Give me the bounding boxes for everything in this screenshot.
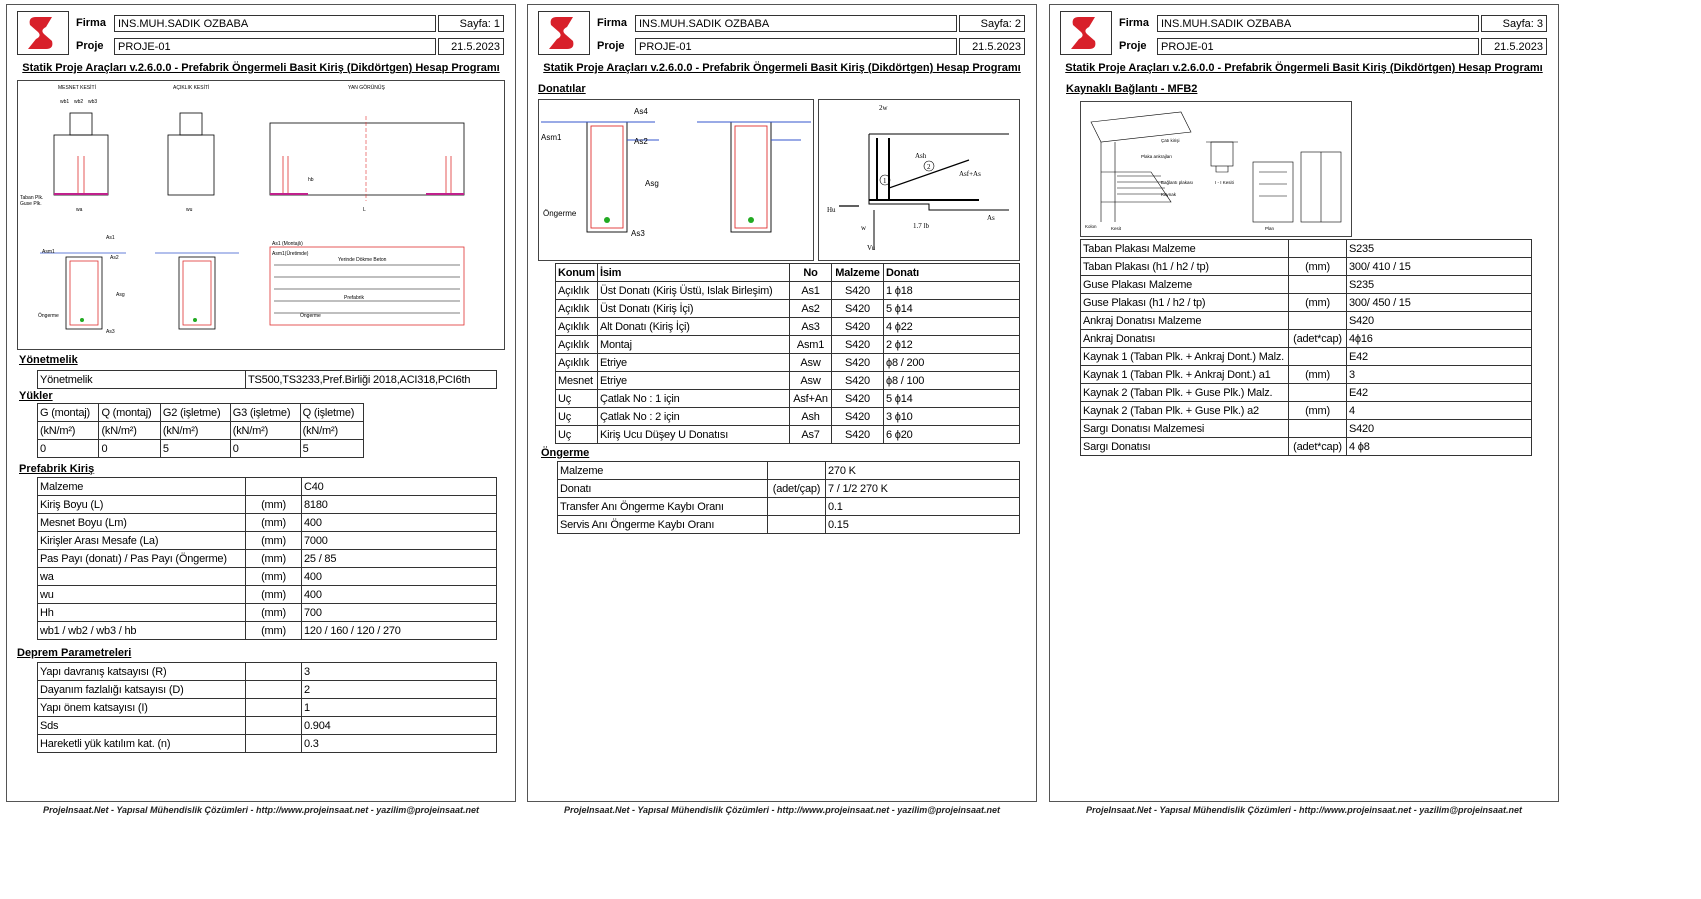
table-cell — [1289, 420, 1347, 438]
yonetmelik-label: Yönetmelik — [38, 371, 246, 389]
table-cell: S420 — [832, 372, 884, 390]
yonetmelik-value: TS500,TS3233,Pref.Birliği 2018,ACI318,PCI6th — [246, 371, 497, 389]
table-cell: Malzeme — [558, 462, 768, 480]
table-cell — [768, 462, 826, 480]
legend-5: Öngerme — [300, 313, 321, 319]
table-row — [556, 408, 1020, 426]
table-cell: S235 — [1347, 240, 1532, 258]
table-cell: (mm) — [1289, 258, 1347, 276]
table-row — [558, 516, 1020, 534]
donati-table — [555, 263, 1020, 444]
table-cell — [768, 498, 826, 516]
table-cell: Guse Plakası Malzeme — [1081, 276, 1289, 294]
kaynakli-heading: Kaynaklı Bağlantı - MFB2 — [1066, 83, 1198, 95]
table-row — [1081, 438, 1532, 456]
table-cell: 4ϕ16 — [1347, 330, 1532, 348]
page-number: Sayfa: 1 — [438, 15, 504, 32]
aciklik-label: AÇIKLIK KESİTİ — [173, 85, 210, 91]
as2-label: As2 — [110, 255, 119, 261]
proje-label: Proje — [597, 40, 625, 52]
asm1-label: Asm1 — [42, 249, 55, 255]
table-row — [38, 532, 497, 550]
table-cell: S420 — [832, 354, 884, 372]
table-cell: 0 — [99, 440, 160, 458]
report-title: Statik Proje Araçları v.2.6.0.0 - Prefabrik Öngermeli Basit Kiriş (Dikdörtgen) Hesap Programı — [1065, 62, 1543, 74]
table-cell: Sds — [38, 717, 246, 735]
guse-label: Guse Plk. — [20, 201, 42, 207]
legend-2: Asm1(Üretimde) — [272, 251, 309, 257]
as3-label: As3 — [106, 329, 115, 335]
table-cell: Üst Donatı (Kiriş Üstü, Islak Birleşim) — [598, 282, 790, 300]
table-cell: wb1 / wb2 / wb3 / hb — [38, 622, 246, 640]
table-cell: 400 — [302, 568, 497, 586]
table-cell: 0.904 — [302, 717, 497, 735]
table-cell: 1 ϕ18 — [884, 282, 1020, 300]
table-row — [1081, 294, 1532, 312]
asg-label: Asg — [645, 179, 659, 188]
plaka-label: Plaka ankrajları — [1141, 154, 1173, 159]
table-row — [556, 390, 1020, 408]
footer-1: ProjeInsaat.Net - Yapısal Mühendislik Çözümleri - http://www.projeinsaat.net - yazilim@projeinsaat.net — [42, 805, 480, 815]
table-cell: 0 — [38, 440, 99, 458]
end-detail-drawing — [818, 99, 1020, 261]
table-cell: (mm) — [246, 568, 302, 586]
table-cell: Uç — [556, 390, 598, 408]
table-cell: Çatlak No : 1 için — [598, 390, 790, 408]
table-cell: S420 — [832, 408, 884, 426]
table-cell: (mm) — [1289, 402, 1347, 420]
yonetmelik-table — [37, 370, 497, 389]
table-row — [1081, 276, 1532, 294]
table-cell: ϕ8 / 200 — [884, 354, 1020, 372]
proje-value: PROJE-01 — [635, 38, 957, 55]
asf-label: Asf+As — [959, 170, 981, 178]
donatilar-heading: Donatılar — [538, 83, 586, 95]
table-cell: Sargı Donatısı — [1081, 438, 1289, 456]
table-row — [38, 478, 497, 496]
table-row — [38, 550, 497, 568]
table-cell: 0.3 — [302, 735, 497, 753]
table-cell — [246, 717, 302, 735]
table-row — [1081, 330, 1532, 348]
ii-kesiti-label: I - I Kesiti — [1215, 180, 1234, 185]
table-cell — [246, 699, 302, 717]
table-cell: 2 — [302, 681, 497, 699]
page-number: Sayfa: 2 — [959, 15, 1025, 32]
table-cell: (mm) — [246, 604, 302, 622]
table-cell: 300/ 410 / 15 — [1347, 258, 1532, 276]
kiris-table — [37, 477, 497, 640]
date-value: 21.5.2023 — [1481, 38, 1547, 55]
table-cell: S420 — [832, 300, 884, 318]
kaynak-label: Kaynak — [1161, 192, 1177, 197]
yukler-heading: Yükler — [19, 390, 53, 402]
table-cell: Taban Plakası (h1 / h2 / tp) — [1081, 258, 1289, 276]
table-cell: 0.15 — [826, 516, 1020, 534]
w-label: w — [861, 224, 867, 232]
firma-value: INS.MUH.SADIK OZBABA — [635, 15, 957, 32]
proje-label: Proje — [1119, 40, 1147, 52]
table-cell: Asw — [790, 372, 832, 390]
table-cell: E42 — [1347, 348, 1532, 366]
table-cell: Mesnet — [556, 372, 598, 390]
as-label: As — [987, 214, 995, 222]
table-header-row — [556, 264, 1020, 282]
legend-4: Prefabrik — [344, 295, 365, 301]
table-cell: Yapı önem katsayısı (I) — [38, 699, 246, 717]
ash-label: Ash — [915, 152, 927, 160]
table-cell: Yapı davranış katsayısı (R) — [38, 663, 246, 681]
report-title: Statik Proje Araçları v.2.6.0.0 - Prefabrik Öngermeli Basit Kiriş (Dikdörtgen) Hesap Programı — [22, 62, 500, 74]
table-cell: G2 (işletme) — [160, 404, 230, 422]
table-cell: 5 ϕ14 — [884, 300, 1020, 318]
yukler-table — [37, 403, 364, 458]
table-cell: Sargı Donatısı Malzemesi — [1081, 420, 1289, 438]
as4-label: As4 — [634, 107, 648, 116]
firma-label: Firma — [1119, 17, 1149, 29]
table-cell: Asw — [790, 354, 832, 372]
wb1-label: wb1 — [60, 99, 70, 105]
table-row — [38, 699, 497, 717]
connection-drawing — [1080, 101, 1352, 237]
table-cell: Asf+An — [790, 390, 832, 408]
footer-3: ProjeInsaat.Net - Yapısal Mühendislik Çözümleri - http://www.projeinsaat.net - yazilim@projeinsaat.net — [1085, 805, 1523, 815]
table-cell: (mm) — [246, 496, 302, 514]
table-cell: (adet*cap) — [1289, 438, 1347, 456]
deprem-table — [37, 662, 497, 753]
legend-1: As1 (Montajlı) — [272, 241, 303, 247]
company-logo — [1060, 11, 1112, 55]
table-cell: 5 ϕ14 — [884, 390, 1020, 408]
table-cell: Etriye — [598, 354, 790, 372]
table-cell — [246, 681, 302, 699]
table-cell: S420 — [1347, 420, 1532, 438]
table-cell: 270 K — [826, 462, 1020, 480]
table-cell: (mm) — [246, 514, 302, 532]
table-cell: (kN/m²) — [300, 422, 363, 440]
cati-kirisi-label: Çatı kirişi — [1161, 138, 1180, 143]
table-cell: Açıklık — [556, 282, 598, 300]
table-cell: Q (işletme) — [300, 404, 363, 422]
table-row — [1081, 420, 1532, 438]
table-cell: (kN/m²) — [99, 422, 160, 440]
table-cell — [1289, 312, 1347, 330]
table-row — [38, 622, 497, 640]
proje-label: Proje — [76, 40, 104, 52]
table-cell: 5 — [160, 440, 230, 458]
sheet-page-1 — [6, 4, 516, 802]
table-cell: Montaj — [598, 336, 790, 354]
table-cell: S420 — [832, 282, 884, 300]
beam-drawing — [17, 80, 505, 350]
page-number: Sayfa: 3 — [1481, 15, 1547, 32]
table-cell: (mm) — [246, 586, 302, 604]
ongerme-label: Öngerme — [543, 209, 577, 218]
table-cell — [1289, 348, 1347, 366]
crack-2-label: 2 — [927, 163, 931, 171]
sheet-page-3 — [1049, 4, 1559, 802]
table-row — [556, 426, 1020, 444]
table-cell: Servis Anı Öngerme Kaybı Oranı — [558, 516, 768, 534]
table-cell: 7 / 1/2 270 K — [826, 480, 1020, 498]
firma-label: Firma — [597, 17, 627, 29]
table-cell: (adet*cap) — [1289, 330, 1347, 348]
table-cell — [246, 663, 302, 681]
table-cell: 3 — [302, 663, 497, 681]
table-row — [38, 604, 497, 622]
table-row — [556, 354, 1020, 372]
table-cell: Açıklık — [556, 318, 598, 336]
page-header — [534, 9, 1026, 55]
table-cell: Hareketli yük katılım kat. (n) — [38, 735, 246, 753]
table-row — [38, 496, 497, 514]
date-value: 21.5.2023 — [438, 38, 504, 55]
wa-label: wa — [76, 207, 83, 213]
table-cell: Taban Plakası Malzeme — [1081, 240, 1289, 258]
company-logo — [17, 11, 69, 55]
table-row — [558, 462, 1020, 480]
ongerme-table — [557, 461, 1020, 534]
table-cell: (mm) — [1289, 366, 1347, 384]
table-cell: 2 ϕ12 — [884, 336, 1020, 354]
table-cell: S420 — [832, 390, 884, 408]
table-row — [1081, 384, 1532, 402]
table-cell: 0 — [230, 440, 300, 458]
kaynak-table — [1080, 239, 1532, 456]
table-row — [556, 372, 1020, 390]
table-cell: G (montaj) — [38, 404, 99, 422]
yan-label: YAN GÖRÜNÜŞ — [348, 85, 385, 91]
table-row — [38, 663, 497, 681]
table-cell: (adet/çap) — [768, 480, 826, 498]
proje-value: PROJE-01 — [114, 38, 436, 55]
table-cell: Kaynak 2 (Taban Plk. + Guse Plk.) a2 — [1081, 402, 1289, 420]
ongerme-label: Öngerme — [38, 313, 59, 319]
table-cell: 0.1 — [826, 498, 1020, 516]
table-cell: Donatı — [558, 480, 768, 498]
table-cell: Üst Donatı (Kiriş İçi) — [598, 300, 790, 318]
table-cell: (mm) — [246, 532, 302, 550]
table-cell: Asm1 — [790, 336, 832, 354]
table-cell: (kN/m²) — [160, 422, 230, 440]
table-cell: Alt Donatı (Kiriş İçi) — [598, 318, 790, 336]
table-cell: Çatlak No : 2 için — [598, 408, 790, 426]
taban-label: Taban Plk. — [20, 195, 44, 201]
date-value: 21.5.2023 — [959, 38, 1025, 55]
table-row — [38, 735, 497, 753]
table-cell: Hh — [38, 604, 246, 622]
kiris-heading: Prefabrik Kiriş — [19, 463, 95, 475]
table-row — [1081, 312, 1532, 330]
table-cell: Malzeme — [38, 478, 246, 496]
table-cell: Q (montaj) — [99, 404, 160, 422]
table-cell: Ankraj Donatısı Malzeme — [1081, 312, 1289, 330]
table-cell: 4 ϕ8 — [1347, 438, 1532, 456]
table-cell: S235 — [1347, 276, 1532, 294]
table-cell: C40 — [302, 478, 497, 496]
table-cell: 120 / 160 / 120 / 270 — [302, 622, 497, 640]
table-cell: 300/ 450 / 15 — [1347, 294, 1532, 312]
sheet-page-2 — [527, 4, 1037, 802]
table-cell: No — [790, 264, 832, 282]
table-cell: S420 — [832, 336, 884, 354]
table-cell: (kN/m²) — [38, 422, 99, 440]
lb-label: 1.7 lb — [913, 222, 929, 230]
table-cell: ϕ8 / 100 — [884, 372, 1020, 390]
table-cell: Uç — [556, 426, 598, 444]
table-row — [556, 336, 1020, 354]
table-cell: (mm) — [1289, 294, 1347, 312]
table-cell: Transfer Anı Öngerme Kaybı Oranı — [558, 498, 768, 516]
as3-label: As3 — [631, 229, 645, 238]
table-cell: As2 — [790, 300, 832, 318]
table-cell: Ankraj Donatısı — [1081, 330, 1289, 348]
legend-3: Yerinde Dökme Beton — [338, 257, 387, 263]
table-row — [556, 318, 1020, 336]
asm1-label: Asm1 — [541, 133, 562, 142]
table-cell: Pas Payı (donatı) / Pas Payı (Öngerme) — [38, 550, 246, 568]
table-cell: 5 — [300, 440, 363, 458]
firma-value: INS.MUH.SADIK OZBABA — [114, 15, 436, 32]
table-row — [38, 422, 364, 440]
table-cell: wu — [38, 586, 246, 604]
table-row — [38, 404, 364, 422]
page-header — [1056, 9, 1548, 55]
wb2-label: wb2 — [74, 99, 84, 105]
table-cell: 400 — [302, 586, 497, 604]
company-logo — [538, 11, 590, 55]
table-cell: 4 — [1347, 402, 1532, 420]
table-row — [1081, 240, 1532, 258]
crack-1-label: 1 — [883, 177, 887, 185]
table-row — [556, 282, 1020, 300]
table-cell: 3 ϕ10 — [884, 408, 1020, 426]
table-cell: 400 — [302, 514, 497, 532]
table-row — [556, 300, 1020, 318]
vu-label: Vu — [867, 244, 876, 252]
table-row — [38, 514, 497, 532]
table-cell: G3 (işletme) — [230, 404, 300, 422]
table-cell: 7000 — [302, 532, 497, 550]
table-row — [38, 440, 364, 458]
table-row — [1081, 258, 1532, 276]
table-cell — [1289, 384, 1347, 402]
table-cell: (mm) — [246, 622, 302, 640]
table-cell: As3 — [790, 318, 832, 336]
table-cell: Kaynak 2 (Taban Plk. + Guse Plk.) Malz. — [1081, 384, 1289, 402]
table-cell: As7 — [790, 426, 832, 444]
hu-label: Hu — [827, 206, 836, 214]
table-cell: İsim — [598, 264, 790, 282]
table-cell — [246, 735, 302, 753]
ongerme-heading: Öngerme — [541, 447, 590, 459]
hb-label: hb — [308, 177, 314, 183]
table-row — [558, 498, 1020, 516]
table-cell: 25 / 85 — [302, 550, 497, 568]
kesit-label: Kesit — [1111, 226, 1122, 231]
table-row — [558, 480, 1020, 498]
table-cell: 6 ϕ20 — [884, 426, 1020, 444]
firma-value: INS.MUH.SADIK OZBABA — [1157, 15, 1479, 32]
table-cell: Ash — [790, 408, 832, 426]
table-row — [38, 568, 497, 586]
table-row — [38, 586, 497, 604]
table-row — [1081, 402, 1532, 420]
table-row — [1081, 348, 1532, 366]
table-cell: Uç — [556, 408, 598, 426]
table-cell: Kaynak 1 (Taban Plk. + Ankraj Dont.) Malz. — [1081, 348, 1289, 366]
table-cell: Kiriş Boyu (L) — [38, 496, 246, 514]
table-cell: (mm) — [246, 550, 302, 568]
table-cell: (kN/m²) — [230, 422, 300, 440]
table-cell: S420 — [1347, 312, 1532, 330]
table-cell — [768, 516, 826, 534]
wb3-label: wb3 — [88, 99, 98, 105]
mesnet-label: MESNET KESİTİ — [58, 85, 96, 91]
table-cell: wa — [38, 568, 246, 586]
table-cell: Etriye — [598, 372, 790, 390]
table-cell: 1 — [302, 699, 497, 717]
asg-label: Asg — [116, 292, 125, 298]
table-cell — [246, 478, 302, 496]
table-cell: E42 — [1347, 384, 1532, 402]
table-cell: Donatı — [884, 264, 1020, 282]
table-cell: Guse Plakası (h1 / h2 / tp) — [1081, 294, 1289, 312]
table-cell: Malzeme — [832, 264, 884, 282]
plan-label: Plan — [1265, 226, 1275, 231]
table-row — [38, 681, 497, 699]
table-cell: Açıklık — [556, 336, 598, 354]
page-header — [13, 9, 505, 55]
table-cell: Kirişler Arası Mesafe (La) — [38, 532, 246, 550]
table-cell: S420 — [832, 318, 884, 336]
table-cell — [1289, 276, 1347, 294]
table-cell: 4 ϕ22 — [884, 318, 1020, 336]
baglanti-label: Bağlantı plakası — [1161, 180, 1194, 185]
as1-label: As1 — [106, 235, 115, 241]
table-cell: Mesnet Boyu (Lm) — [38, 514, 246, 532]
deprem-heading: Deprem Parametreleri — [17, 647, 132, 659]
section-reinforcement-drawing — [538, 99, 814, 261]
kolon-label: Kolon — [1085, 224, 1097, 229]
2w-label: 2w — [879, 104, 888, 112]
table-cell: 3 — [1347, 366, 1532, 384]
footer-2: ProjeInsaat.Net - Yapısal Mühendislik Çözümleri - http://www.projeinsaat.net - yazilim@projeinsaat.net — [563, 805, 1001, 815]
table-row — [1081, 366, 1532, 384]
table-cell — [1289, 240, 1347, 258]
proje-value: PROJE-01 — [1157, 38, 1479, 55]
table-row — [38, 717, 497, 735]
table-cell: Konum — [556, 264, 598, 282]
yonetmelik-heading: Yönetmelik — [19, 354, 78, 366]
L-label: L — [363, 207, 366, 213]
table-cell: As1 — [790, 282, 832, 300]
table-cell: Kaynak 1 (Taban Plk. + Ankraj Dont.) a1 — [1081, 366, 1289, 384]
table-cell: Açıklık — [556, 354, 598, 372]
table-cell: 8180 — [302, 496, 497, 514]
firma-label: Firma — [76, 17, 106, 29]
table-cell: Dayanım fazlalığı katsayısı (D) — [38, 681, 246, 699]
table-cell: Kiriş Ucu Düşey U Donatısı — [598, 426, 790, 444]
table-cell: S420 — [832, 426, 884, 444]
report-title: Statik Proje Araçları v.2.6.0.0 - Prefabrik Öngermeli Basit Kiriş (Dikdörtgen) Hesap Programı — [543, 62, 1021, 74]
table-cell: 700 — [302, 604, 497, 622]
as2-label: As2 — [634, 137, 648, 146]
table-cell: Açıklık — [556, 300, 598, 318]
wu-label: wu — [186, 207, 193, 213]
